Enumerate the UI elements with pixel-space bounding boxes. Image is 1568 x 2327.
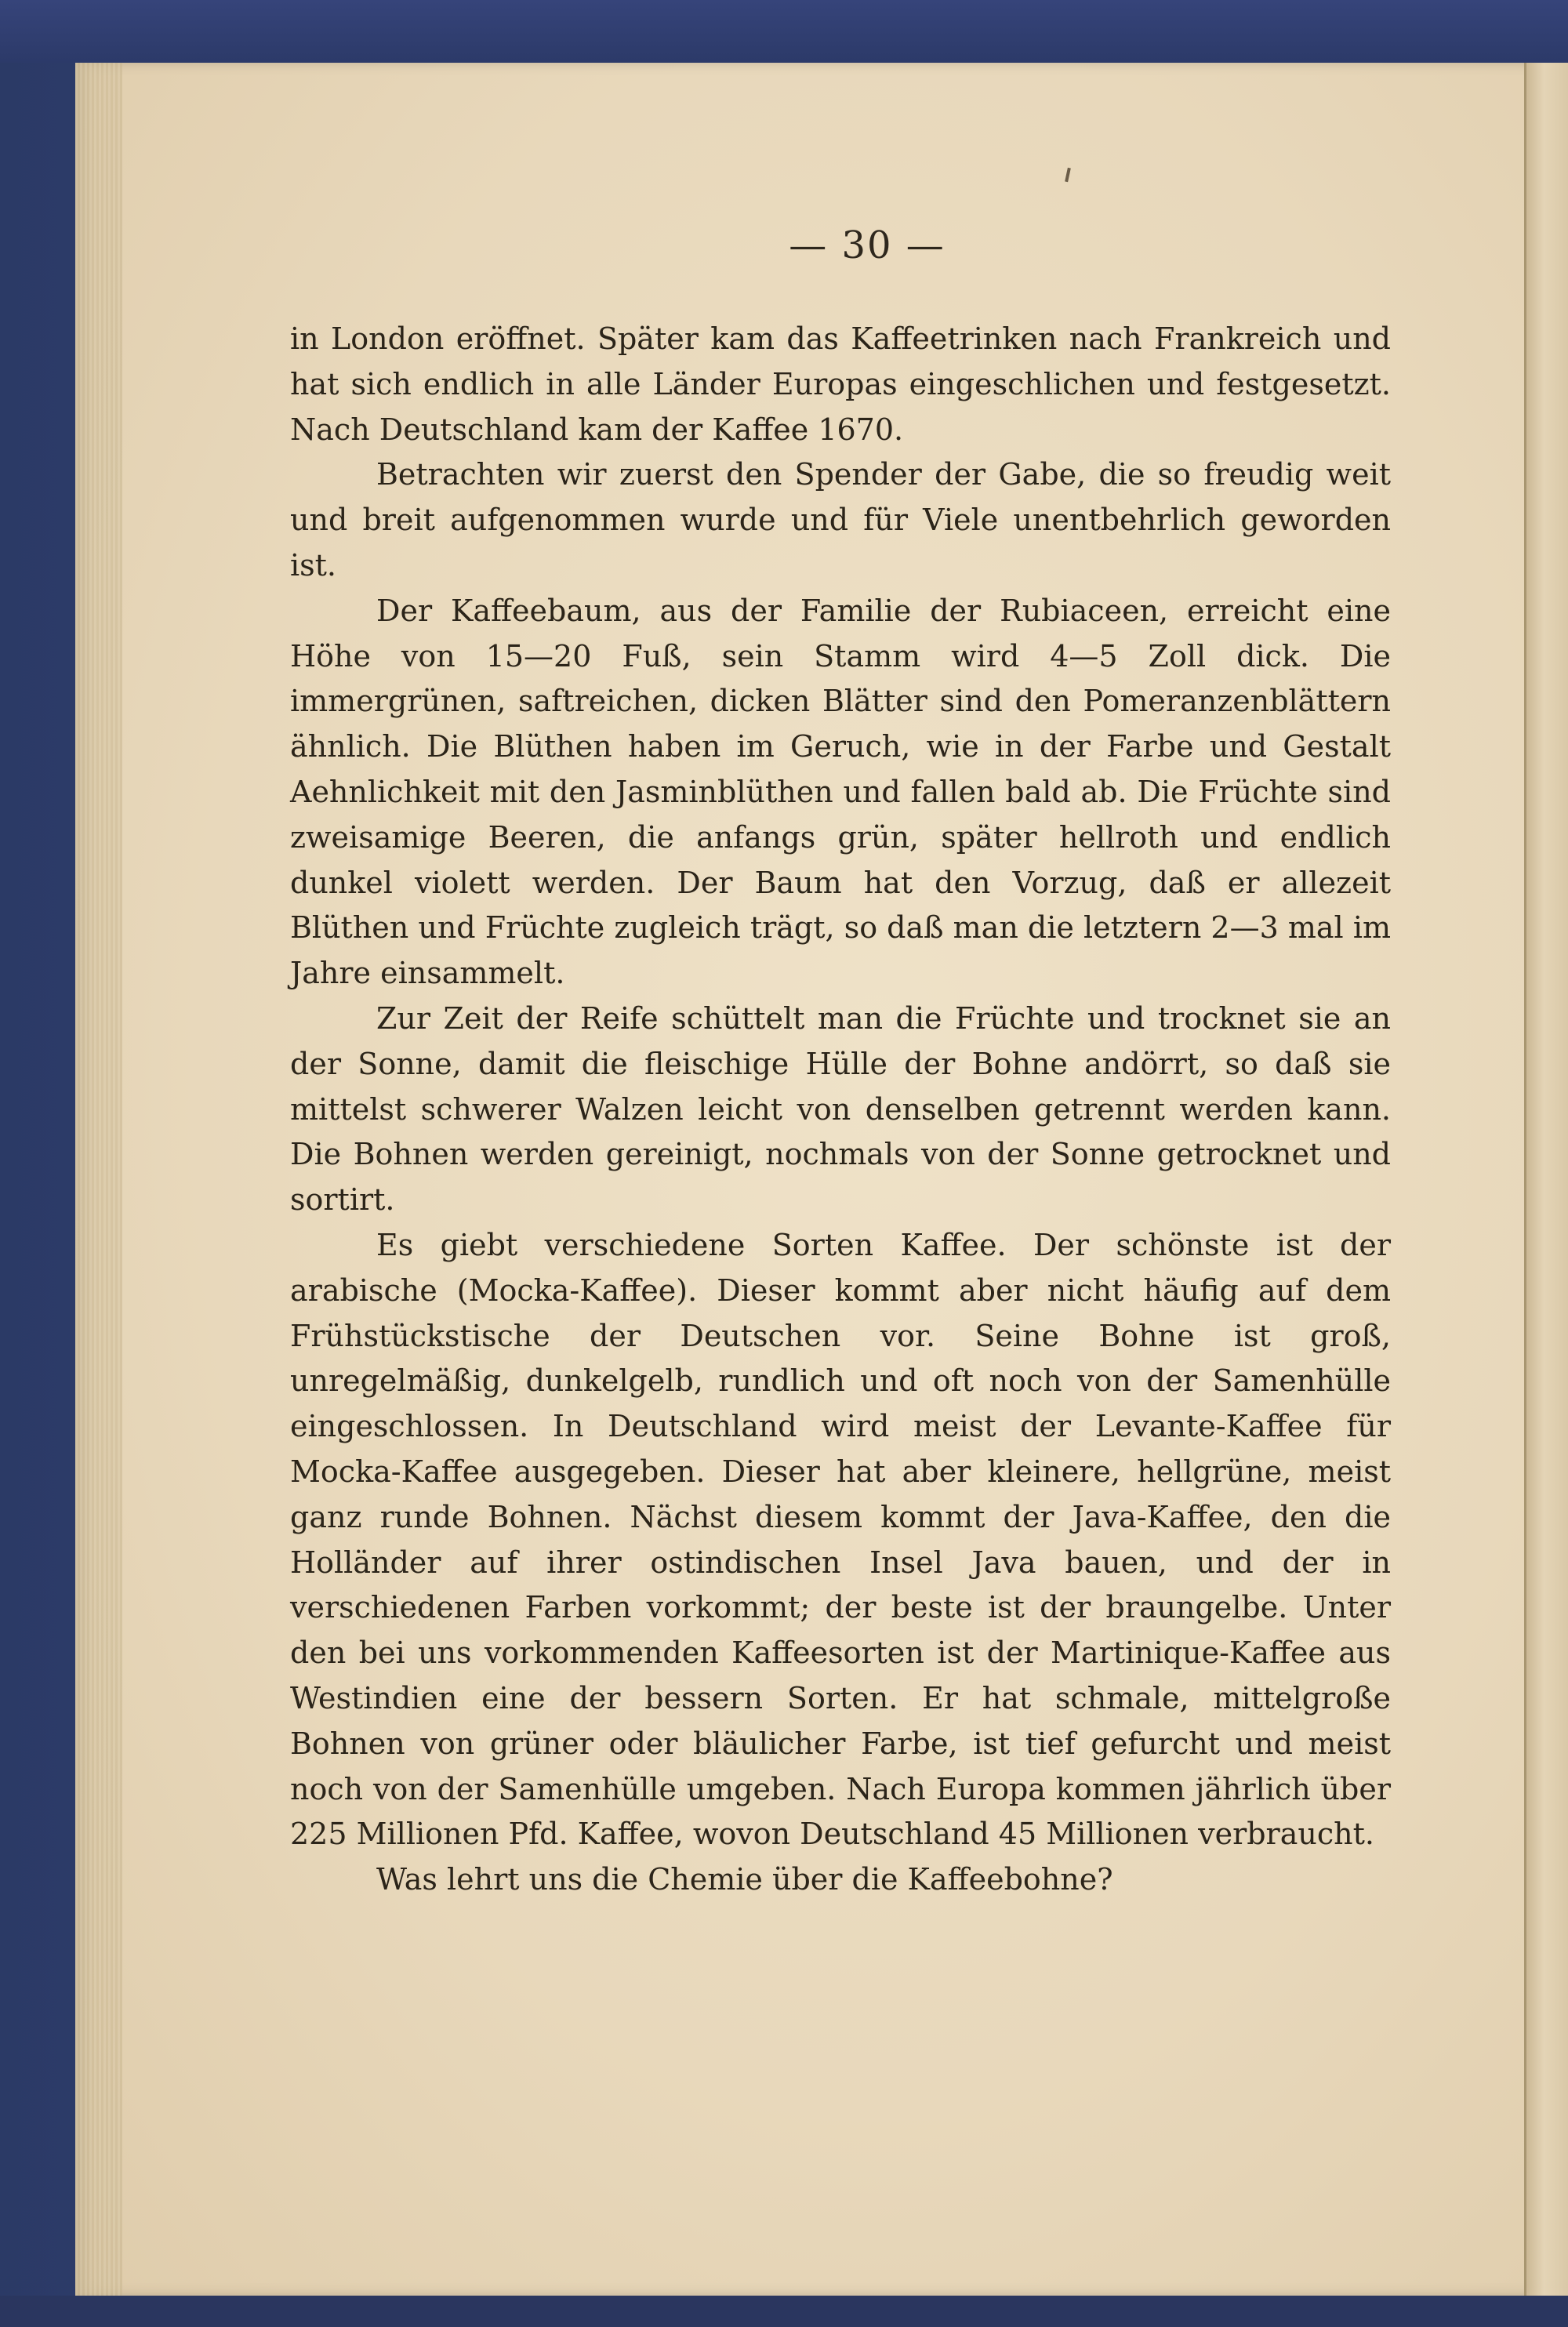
page-stack-edges: [75, 63, 122, 2296]
page-number: — 30 —: [789, 223, 946, 267]
cover-board-top: [0, 0, 1568, 63]
body-text: [290, 317, 1391, 1903]
paragraph: Zur Zeit der Reife schüttelt man die Früchte und trocknet sie an der Sonne, damit die fleischige Hülle der Bohne andörrt, so daß sie mittelst schwerer Walzen leicht von denselben getrennt werden kann. Die Bohnen werden gereinigt, nochmals von der Sonne getrocknet und sortirt.: [290, 1000, 1391, 1218]
paragraph: Der Kaffeebaum, aus der Familie der Rubiaceen, erreicht eine Höhe von 15—20 Fuß, sein Stamm wird 4—5 Zoll dick. Die immergrünen, saftreichen, dicken Blätter sind den Pomeranzenblättern ähnlich. Die Blüthen haben im Geruch, wie in der Farbe und Gestalt Aehnlichkeit mit den Jasminblüthen und fallen bald ab. Die Früchte sind zweisamige Beeren, die anfangs grün, später hellroth und endlich dunkel violett werden. Der Baum hat den Vorzug, daß er allezeit Blüthen und Früchte zugleich trägt, so daß man die letztern 2—3 mal im Jahre einsammelt.: [290, 593, 1391, 991]
paragraph: Es giebt verschiedene Sorten Kaffee. Der schönste ist der arabische (Mocka-Kaffee). Dieser kommt aber nicht häufig auf dem Frühstückstische der Deutschen vor. Seine Bohne ist groß, unregelmäßig, dunkelgelb, rundlich und oft noch von der Samenhülle eingeschlossen. In Deutschland wird meist der Levante-Kaffee für Mocka-Kaffee ausgegeben. Dieser hat aber kleinere, hellgrüne, meist ganz runde Bohnen. Nächst diesem kommt der Java-Kaffee, den die Holländer auf ihrer ostindischen Insel Java bauen, und der in verschiedenen Farben vorkommt; der beste ist der braungelbe. Unter den bei uns vorkommenden Kaffeesorten ist der Martinique-Kaffee aus Westindien eine der bessern Sorten. Er hat schmale, mittelgroße Bohnen von grüner oder bläulicher Farbe, ist tief gefurcht und meist noch von der Samenhülle umgeben. Nach Europa kommen jährlich über 225 Millionen Pfd. Kaffee, wovon Deutschland 45 Millionen verbraucht.: [290, 1227, 1391, 1852]
facing-page-edge: [1524, 63, 1568, 2296]
paragraph: Betrachten wir zuerst den Spender der Gabe, die so freudig weit und breit aufgenommen wurde und für Viele unentbehrlich geworden ist.: [290, 457, 1391, 583]
cover-board-bottom: [0, 2296, 1568, 2327]
paragraph-question: Was lehrt uns die Chemie über die Kaffeebohne?: [376, 1862, 1113, 1897]
paragraph-continuation: in London eröffnet. Später kam das Kaffeetrinken nach Frankreich und hat sich endlich in alle Länder Europas eingeschlichen und festgesetzt. Nach Deutschland kam der Kaffee 1670.: [290, 321, 1391, 447]
